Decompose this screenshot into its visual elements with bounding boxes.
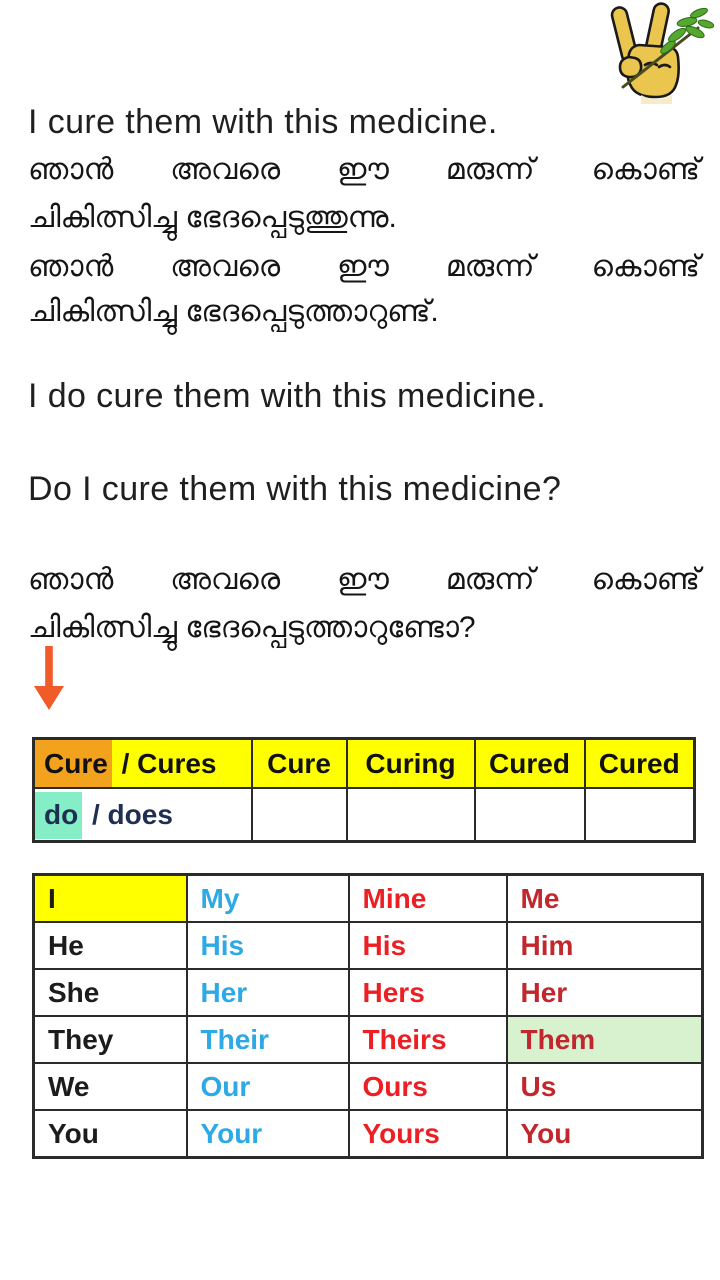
pronoun-cell-them-highlighted: Them — [507, 1016, 703, 1063]
english-question: Do I cure them with this medicine? — [28, 470, 562, 508]
pronoun-cell: Him — [507, 922, 703, 969]
pronoun-cell: My — [187, 875, 349, 923]
pronoun-row-she — [34, 969, 703, 1016]
verb-table-header-row — [34, 739, 695, 789]
malayalam-question-line-1: ഞാൻ അവരെ ഈ മരുന്ന് കൊണ്ട് — [28, 563, 700, 596]
pronoun-cell: We — [34, 1063, 187, 1110]
pronoun-cell: They — [34, 1016, 187, 1063]
verb-header-v2: Cured — [475, 739, 585, 789]
verb-header-base-forms — [34, 739, 252, 789]
verb-header-v1: Cure — [252, 739, 347, 789]
pronoun-cell: Yours — [349, 1110, 507, 1158]
pronoun-cell: Hers — [349, 969, 507, 1016]
peace-hand-olive-branch-icon — [598, 2, 714, 104]
highlight-cure: Cure — [35, 739, 112, 789]
english-statement: I cure them with this medicine. — [28, 103, 498, 141]
down-arrow-icon — [32, 644, 66, 712]
pronoun-row-i — [34, 875, 703, 923]
pronoun-cell: Theirs — [349, 1016, 507, 1063]
verb-do-does-cell — [34, 788, 252, 842]
pronoun-cell: Me — [507, 875, 703, 923]
pronoun-cell: He — [34, 922, 187, 969]
pronoun-row-they — [34, 1016, 703, 1063]
pronoun-cell: I — [34, 875, 187, 923]
pronoun-cell: You — [34, 1110, 187, 1158]
pronoun-row-you — [34, 1110, 703, 1158]
malayalam-question-line-2: ചികിത്സിച്ചു ഭേദപ്പെടുത്താറുണ്ടോ? — [28, 611, 476, 644]
pronoun-cell: Our — [187, 1063, 349, 1110]
english-emphatic-statement: I do cure them with this medicine. — [28, 377, 547, 415]
verb-header-v3: Cured — [585, 739, 695, 789]
pronoun-cell: Her — [507, 969, 703, 1016]
pronoun-cell: Her — [187, 969, 349, 1016]
verb-header-base-rest: / Cures — [113, 747, 217, 779]
verb-empty-cell — [475, 788, 585, 842]
verb-empty-cell — [252, 788, 347, 842]
pronoun-cell: His — [187, 922, 349, 969]
malayalam-translation-2-line-1: ഞാൻ അവരെ ഈ മരുന്ന് കൊണ്ട് — [28, 250, 700, 283]
verb-forms-table — [32, 737, 696, 843]
pronoun-cell: Us — [507, 1063, 703, 1110]
malayalam-translation-1-line-1: ഞാൻ അവരെ ഈ മരുന്ന് കൊണ്ട് — [28, 153, 700, 186]
pronoun-cell: Mine — [349, 875, 507, 923]
pronoun-cell: You — [507, 1110, 703, 1158]
pronoun-cell: She — [34, 969, 187, 1016]
pronoun-row-we — [34, 1063, 703, 1110]
malayalam-translation-1-line-2: ചികിത്സിച്ചു ഭേദപ്പെടുത്തുന്നു. — [28, 201, 397, 234]
verb-table-do-row — [34, 788, 695, 842]
pronoun-cell: Your — [187, 1110, 349, 1158]
pronoun-table — [32, 873, 704, 1159]
malayalam-translation-2-line-2: ചികിത്സിച്ചു ഭേദപ്പെടുത്താറുണ്ട്. — [28, 295, 439, 328]
pronoun-row-he — [34, 922, 703, 969]
verb-header-ing: Curing — [347, 739, 475, 789]
pronoun-cell: Ours — [349, 1063, 507, 1110]
highlight-do: do — [35, 792, 82, 839]
pronoun-cell: Their — [187, 1016, 349, 1063]
verb-empty-cell — [347, 788, 475, 842]
pronoun-cell: His — [349, 922, 507, 969]
verb-empty-cell — [585, 788, 695, 842]
verb-do-rest: / does — [84, 798, 173, 830]
